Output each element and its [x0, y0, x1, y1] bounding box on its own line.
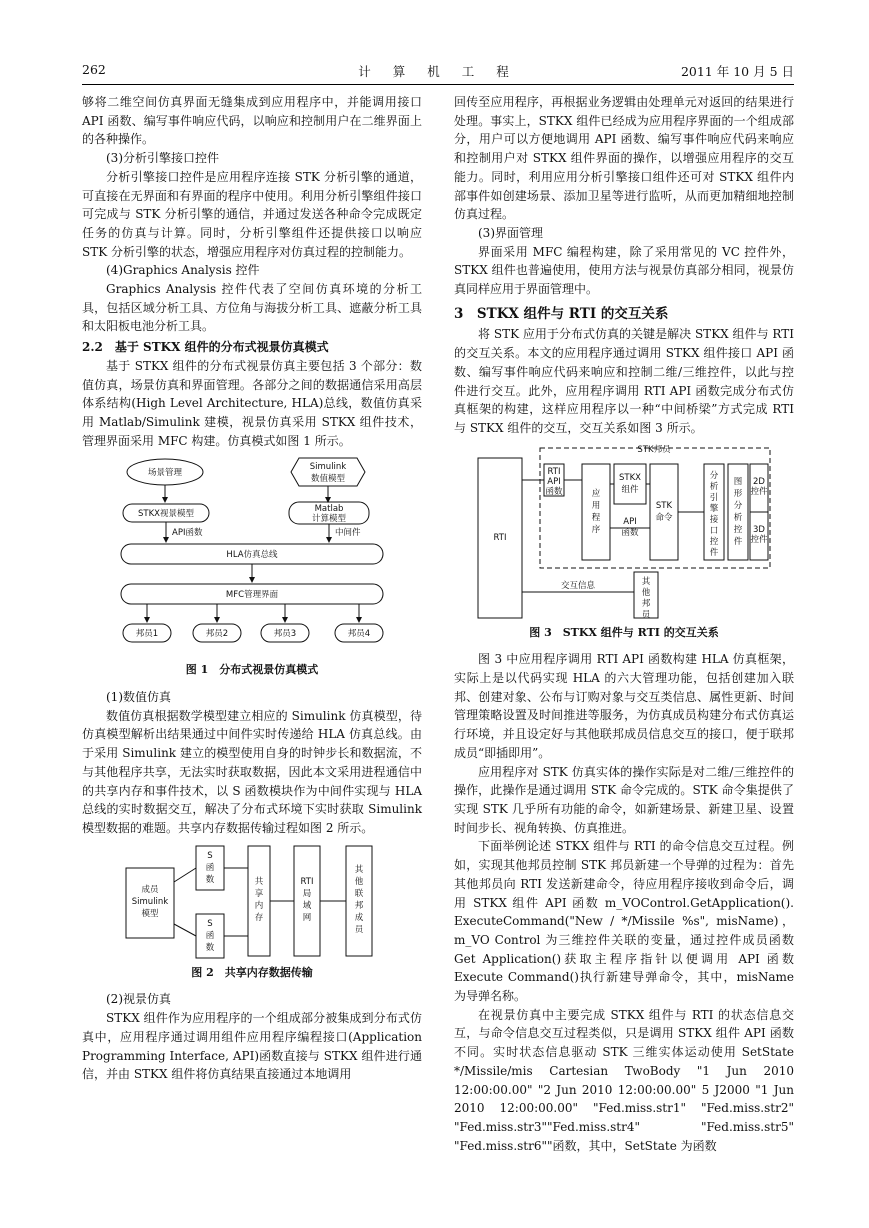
fig2-rti-4: 网: [302, 912, 312, 923]
paragraph: 分析引擎接口控件是应用程序连接 STK 分析引擎的通道，可直接在无界面和有界面的程序中使用。利用分析引擎组件接口可完成与 STK 分析引擎的通信，并通过发送各种命令完成既定任务的仿真与计算。同时，分析引擎组件还提供接口以响应 STK 分析引擎的状态，增强应用程序对仿真过程的控制能力。: [82, 169, 422, 259]
fig3-rti-api-2: API: [547, 476, 561, 487]
fig2-s-bottom-1: S: [207, 918, 213, 929]
fig3-stk-cmd-2: 命令: [655, 512, 673, 523]
fig2-shm-2: 享: [254, 888, 264, 899]
fig3-graphic-1: 图: [733, 476, 743, 487]
fig3-analysis-2: 析: [709, 481, 719, 492]
fig1-member-2: 邦员2: [205, 629, 229, 640]
fig3-analysis-8: 件: [709, 547, 719, 558]
right-column: [454, 93, 794, 1155]
fig2-other-2: 他: [354, 876, 364, 887]
fig2-shm-1: 共: [254, 876, 264, 887]
fig1-hla: HLA仿真总线: [226, 550, 278, 561]
page-number: 262: [82, 62, 106, 77]
fig3-api-1: API: [623, 516, 637, 527]
fig3-other-4: 员: [641, 609, 651, 620]
fig3-stk-cmd-1: STK: [655, 500, 673, 511]
fig3-stkx-1: STKX: [619, 472, 641, 483]
fig2-member-2: Simulink: [131, 896, 169, 907]
paragraph: 图 3 中应用程序调用 RTI API 函数构建 HLA 仿真框架，实际上是以代码实现 HLA 的六大管理功能，包括创建加入联邦、创建对象、公布与订购对象与交互类信息、属性更新、时间管理策略设置及时间推进等服务，为仿真成员构建分布式仿真运行环境，并且设定好与其他联邦成员信息交互的接口，便于联邦成员“即插即用”。: [454, 652, 794, 760]
paragraph: STKX 组件作为应用程序的一个组成部分被集成到分布式仿真中，应用程序通过调用组件应用程序编程接口(Application Programming Interface, API)函数直接与 STKX 组件进行通信，并由 STKX 组件将仿真结果直接通过本地调用: [82, 1011, 422, 1082]
fig3-analysis-6: 口: [709, 525, 719, 536]
fig3-rti-api-3: 函数: [545, 486, 563, 497]
fig1-simulink-1: Simulink: [309, 462, 347, 473]
fig2-other-3: 联: [354, 888, 364, 899]
fig3-app-3: 程: [591, 512, 601, 523]
figure-1-caption: 图 1 分布式视景仿真模式: [185, 663, 319, 677]
fig3-analysis-5: 接: [709, 514, 719, 525]
fig1-api: API函数: [172, 528, 203, 539]
fig3-3d-1: 3D: [753, 524, 765, 535]
fig3-3d-2: 控件: [750, 534, 768, 545]
fig3-graphic-4: 析: [733, 512, 743, 523]
section-heading-2-2: 2.2 基于 STKX 组件的分布式视景仿真模式: [82, 340, 329, 355]
fig1-member-3: 邦员3: [273, 629, 297, 640]
fig2-shm-3: 内: [254, 900, 264, 911]
fig3-other-2: 他: [641, 587, 651, 598]
fig3-analysis-3: 引: [709, 492, 719, 503]
section-heading-3: 3 STKX 组件与 RTI 的交互关系: [454, 305, 669, 322]
paragraph: Graphics Analysis 控件代表了空间仿真环境的分析工具，包括区域分析工具、方位角与海拔分析工具、遮蔽分析工具和太阳板电池分析工具。: [82, 282, 422, 334]
running-header: [82, 62, 794, 82]
fig1-middleware: 中间件: [335, 528, 361, 539]
fig3-other-1: 其: [641, 576, 651, 587]
paragraph: 将 STK 应用于分布式仿真的关键是解决 STKX 组件与 RTI 的交互关系。本文的应用程序通过调用 STKX 组件接口 API 函数、编写事件响应代码来响应和控制二维/三维控件，以此与控件进行交互。此外，应用程序调用 RTI API 函数完成分布式仿真框架的构建，这样应用程序以一种“中间桥梁”方式完成 RTI 与 STKX 组件的交互，交互关系如图 3 所示。: [454, 327, 794, 435]
fig2-rti-3: 域: [302, 900, 312, 911]
paragraph: 下面举例论述 STKX 组件与 RTI 的命令信息交互过程。例如，实现其他邦员控制 STK 邦员新建一个导弹的过程为：首先其他邦员向 RTI 发送新建命令，待应用程序接收到命令后，调用 STKX 组件 API 函数 m_VOControl.GetApplication(). ExecuteCommand("New / */Missile %s", misName)，m_VO Control 为三维控件关联的变量，通过控件成员函数 Get Application()获取主程序指针以便调用 API 函数 Execute Command()执行新建导弹命令，其中，misName 为导弹名称。: [454, 839, 794, 1004]
left-column: [82, 93, 422, 1084]
paragraph: 界面采用 MFC 编程构建，除了采用常见的 VC 控件外，STKX 组件也普遍使用，使用方法与视景仿真部分相同，视景仿真同样应用于界面管理中。: [454, 244, 794, 297]
fig3-interact: 交互信息: [560, 580, 596, 591]
fig2-other-6: 员: [354, 924, 364, 935]
fig3-graphic-3: 分: [733, 500, 743, 511]
subheading: (3)分析引擎接口控件: [106, 151, 219, 166]
fig2-rti-2: 局: [302, 888, 312, 899]
fig1-simulink-2: 数值模型: [310, 474, 346, 485]
fig1-stkx: STKX视景模型: [138, 509, 194, 520]
fig3-graphic-5: 控: [733, 524, 743, 535]
fig2-rti-1: RTI: [300, 876, 314, 887]
fig2-other-1: 其: [354, 864, 364, 875]
paragraph: 基于 STKX 组件的分布式视景仿真主要包括 3 个部分：数值仿真，场景仿真和界面管理。各部分之间的数据通信采用高层体系结构(High Level Architecture, HLA)总线，数值仿真采用 Matlab/Simulink 建模，视景仿真采用 STKX 组件技术，管理界面采用 MFC 构建。仿真模式如图 1 所示。: [82, 358, 422, 448]
fig3-rti-api-1: RTI: [547, 466, 561, 477]
fig1-matlab-1: Matlab: [314, 504, 344, 515]
figure-3-diagram: [474, 442, 774, 622]
fig1-member-4: 邦员4: [347, 629, 371, 640]
figure-2-diagram: [122, 842, 382, 962]
fig2-s-top-2: 函: [205, 862, 215, 873]
fig3-stkx-2: 组件: [621, 484, 639, 495]
header-rule: [82, 84, 794, 85]
fig3-rti: RTI: [493, 532, 507, 543]
fig2-s-bottom-2: 函: [205, 930, 215, 941]
figure-3-caption: 图 3 STKX 组件与 RTI 的交互关系: [529, 625, 719, 639]
fig2-shm-4: 存: [254, 912, 264, 923]
fig3-analysis-4: 擎: [709, 503, 719, 514]
fig2-member-1: 成员: [141, 884, 159, 895]
fig1-matlab-2: 计算模型: [311, 514, 347, 525]
fig1-mfc: MFC管理界面: [225, 590, 279, 601]
issue-date: 2011 年 10 月 5 日: [680, 64, 794, 79]
journal-name: 计 算 机 工 程: [358, 64, 518, 79]
fig3-analysis-7: 控: [709, 536, 719, 547]
fig3-other-3: 邦: [641, 598, 651, 609]
paragraph: 回传至应用程序，再根据业务逻辑由处理单元对返回的结果进行处理。事实上，STKX 组件已经成为应用程序界面的一个组成部分，用户可以方便地调用 API 函数、编写事件响应代码来响应和控制用户对 STKX 组件界面的操作，以增强应用程序的交互能力。同时，利用应用分析引擎接口组件还可对 STKX 组件内部事件如创建场景、添加卫星等进行监听，从而更加精细地控制仿真过程。: [454, 95, 794, 222]
fig2-s-top-1: S: [207, 850, 213, 861]
fig3-graphic-6: 件: [733, 536, 743, 547]
fig2-member-3: 模型: [141, 908, 159, 919]
figure-2-caption: 图 2 共享内存数据传输: [191, 965, 313, 979]
fig3-app-4: 序: [591, 524, 601, 535]
fig1-member-1: 邦员1: [135, 629, 159, 640]
paragraph: 够将二维空间仿真界面无缝集成到应用程序中，并能调用接口 API 函数、编写事件响应代码，以响应和控制用户在二维界面上的各种操作。: [82, 95, 422, 147]
fig2-s-bottom-3: 数: [205, 942, 215, 953]
fig3-2d-1: 2D: [753, 476, 765, 487]
subheading: (3)界面管理: [478, 225, 543, 240]
fig3-graphic-2: 形: [733, 488, 743, 499]
fig2-other-5: 成: [354, 912, 364, 923]
paragraph: 数值仿真根据数学模型建立相应的 Simulink 仿真模型，待仿真模型解析出结果通过中间件实时传递给 HLA 仿真总线。由于采用 Simulink 建立的模型使用自身的时钟步长和数据流，不与其他程序共享，无法实时获取数据，因此本文采用进程通信中的共享内存和事件技术，以 S 函数模块作为中间件实现与 HLA 总线的实时数据交互，解决了分布式环境下实时获取 Simulink 模型数据的难题。共享内存数据传输过程如图 2 所示。: [82, 708, 422, 835]
fig3-stk-member: STK邦员: [637, 444, 671, 455]
fig3-app-2: 用: [591, 500, 601, 511]
fig1-scene: 场景管理: [147, 468, 183, 479]
fig2-s-top-3: 数: [205, 874, 215, 885]
fig2-other-4: 邦: [354, 900, 364, 911]
fig3-app-1: 应: [591, 488, 601, 499]
fig3-analysis-1: 分: [709, 470, 719, 481]
paragraph: 应用程序对 STK 仿真实体的操作实际是对二维/三维控件的操作，此操作是通过调用 STK 命令完成的。STK 命令集提供了实现 STK 几乎所有功能的命令，如新建场景、新建卫星、设置时间步长、视角转换、仿真推进。: [454, 764, 794, 835]
subheading: (2)视景仿真: [106, 992, 171, 1007]
figure-1-diagram: [117, 454, 387, 659]
paragraph: 在视景仿真中主要完成 STKX 组件与 RTI 的状态信息交互，与命令信息交互过程类似，只是调用 STKX 组件 API 函数不同。实时状态信息驱动 STK 三维实体运动使用 SetState */Missile/mis Cartesian TwoBody "1 Jun 2010 12:00:00.00" "2 Jun 2010 12:00:00.00" 5 J2000 "1 Jun 2010 12:00:00.00" "Fed.miss.str1" "Fed.miss.str2" "Fed.miss.str3""Fed.miss.str4" "Fed.miss.str5" "Fed.miss.str6""函数，其中，SetState 为函数: [454, 1007, 794, 1153]
fig3-api-2: 函数: [621, 527, 639, 538]
subheading: (1)数值仿真: [106, 690, 171, 705]
fig3-2d-2: 控件: [750, 486, 768, 497]
subheading: (4)Graphics Analysis 控件: [106, 263, 260, 278]
